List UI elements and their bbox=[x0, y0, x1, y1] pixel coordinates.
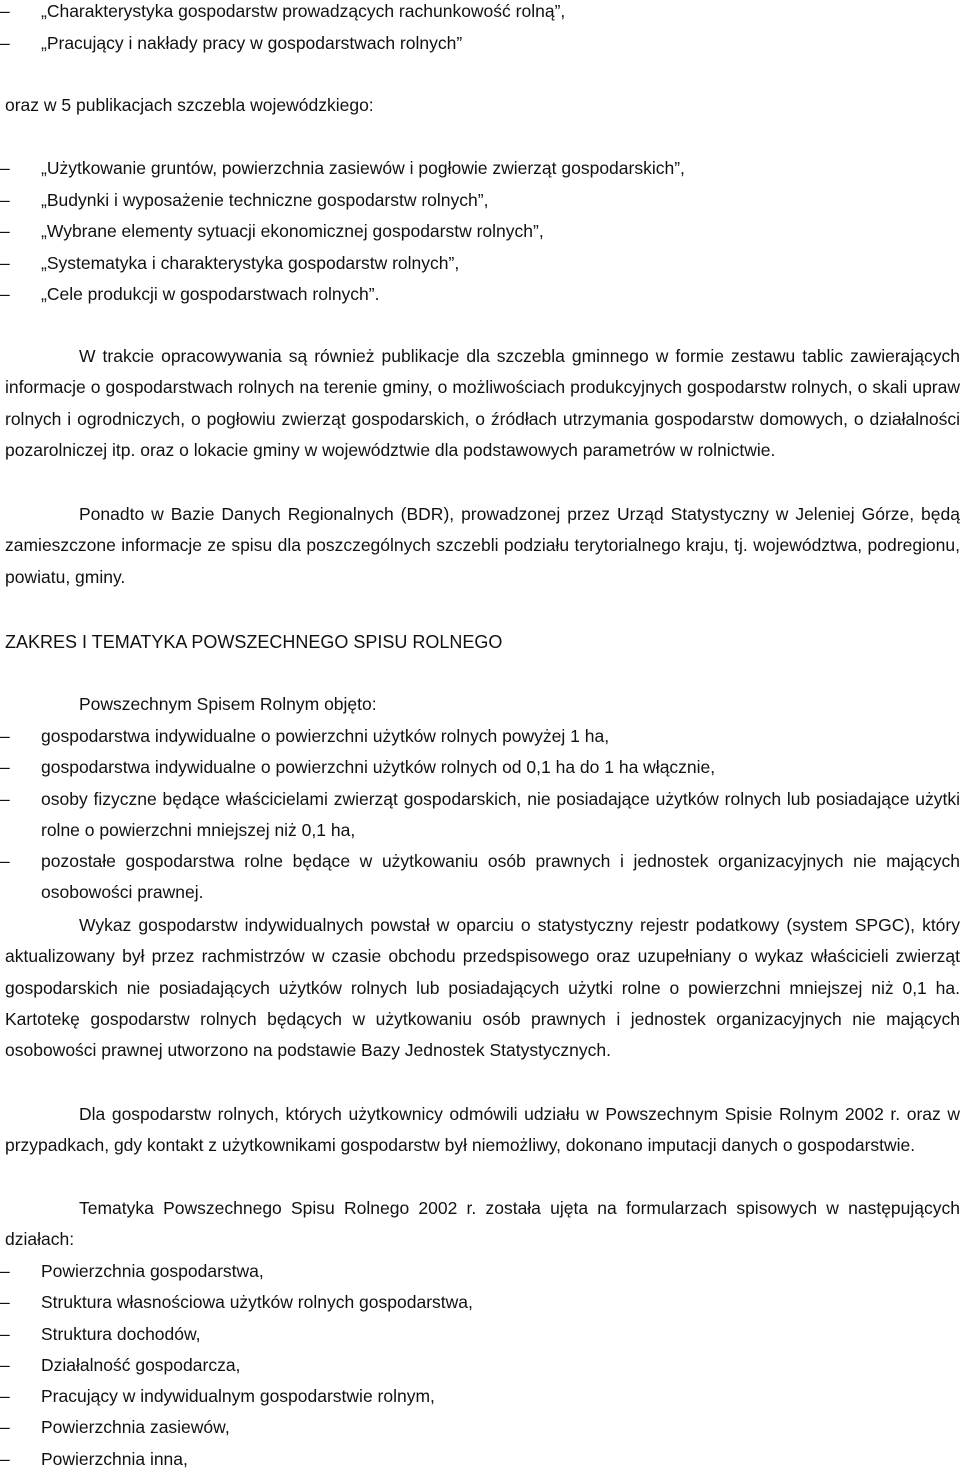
paragraph-bdr: Ponadto w Bazie Danych Regionalnych (BDR), prowadzonej przez Urząd Statystyczny w Jeleniej Górze, będą zamieszczone informacje ze spisu dla poszczególnych szczebli podziału terytorialnego kraju, tj. województwa, podregionu, powiatu, gminy. bbox=[5, 504, 960, 587]
dash-bullet: – bbox=[0, 190, 10, 210]
list-item bbox=[0, 279, 960, 310]
list-item bbox=[0, 153, 960, 184]
dash-bullet: – bbox=[0, 33, 10, 53]
dash-bullet: – bbox=[0, 1261, 10, 1281]
dash-bullet: – bbox=[0, 1, 10, 21]
list-item bbox=[0, 752, 960, 783]
dash-bullet: – bbox=[0, 726, 10, 746]
dash-bullet: – bbox=[0, 851, 10, 872]
list-item-text: gospodarstwa indywidualne o powierzchni użytków rolnych powyżej 1 ha, bbox=[41, 726, 610, 746]
list-item bbox=[0, 784, 960, 847]
dash-bullet: – bbox=[0, 757, 10, 778]
list-item-text: Struktura własnościowa użytków rolnych gospodarstwa, bbox=[41, 1292, 473, 1313]
list-item bbox=[0, 28, 960, 59]
list-item-text: Struktura dochodów, bbox=[41, 1323, 201, 1344]
dash-bullet: – bbox=[0, 253, 10, 273]
dash-bullet: – bbox=[0, 1292, 10, 1313]
list-item-text: Powierzchnia gospodarstwa, bbox=[41, 1261, 264, 1281]
section-heading: ZAKRES I TEMATYKA POWSZECHNEGO SPISU ROLNEGO bbox=[5, 632, 503, 652]
list-item bbox=[0, 248, 960, 279]
list-item-text: „Systematyka i charakterystyka gospodarstw rolnych”, bbox=[41, 253, 460, 273]
list-item-text: „Charakterystyka gospodarstw prowadzących rachunkowość rolną”, bbox=[41, 1, 566, 21]
list-item-text: Pracujący w indywidualnym gospodarstwie rolnym, bbox=[41, 1386, 435, 1407]
list-item bbox=[0, 846, 960, 909]
dash-bullet: – bbox=[0, 1354, 10, 1375]
list-item bbox=[0, 1381, 960, 1412]
list-item bbox=[0, 1287, 960, 1318]
list-item-text: „Wybrane elementy sytuacji ekonomicznej gospodarstw rolnych”, bbox=[41, 221, 544, 241]
dash-bullet: – bbox=[0, 1417, 10, 1438]
dash-bullet: – bbox=[0, 221, 10, 241]
scope-intro: Powszechnym Spisem Rolnym objęto: bbox=[79, 694, 377, 714]
list-item-text: „Pracujący i nakłady pracy w gospodarstwach rolnych” bbox=[41, 33, 463, 53]
paragraph-gmina: W trakcie opracowywania są również publikacje dla szczebla gminnego w formie zestawu tablic zawierających informacje o gospodarstwach rolnych na terenie gminy, o możliwościach produkcyjnych gospodarstw rolnych, o skali upraw rolnych i ogrodniczych, o pogłowiu zwierząt gospodarskich, o źródłach utrzymania gospodarstw domowych, o działalności pozarolniczej itp. oraz o lokacie gminy w województwie dla podstawowych parametrów w rolnictwie. bbox=[5, 346, 960, 460]
dash-bullet: – bbox=[0, 1448, 10, 1469]
list-item-text: Działalność gospodarcza, bbox=[41, 1354, 241, 1375]
list-item-text: Powierzchnia inna, bbox=[41, 1448, 188, 1469]
list-item bbox=[0, 1319, 960, 1350]
list-item-text: Powierzchnia zasiewów, bbox=[41, 1417, 230, 1438]
regional-intro: oraz w 5 publikacjach szczebla wojewódzkiego: bbox=[5, 95, 374, 115]
list-item-text: pozostałe gospodarstwa rolne będące w użytkowaniu osób prawnych i jednostek organizacyjnych nie mających osobowości prawnej. bbox=[41, 851, 960, 903]
dash-bullet: – bbox=[0, 1386, 10, 1407]
list-item bbox=[0, 1256, 960, 1287]
list-item bbox=[0, 0, 960, 27]
list-item-text: „Budynki i wyposażenie techniczne gospodarstw rolnych”, bbox=[41, 190, 489, 210]
list-item bbox=[0, 185, 960, 216]
paragraph-wykaz: Wykaz gospodarstw indywidualnych powstał w oparciu o statystyczny rejestr podatkowy (system SPGC), który aktualizowany był przez rachmistrzów w czasie obchodu przedspisowego oraz uzupełniany o wykaz właścicieli zwierząt gospodarskich nie posiadających użytków rolnych lub posiadających użytki rolne o powierzchni mniejszej niż 0,1 ha. Kartotekę gospodarstw rolnych będących w użytkowaniu osób prawnych i jednostek organizacyjnych nie mających osobowości prawnej utworzono na podstawie Bazy Jednostek Statystycznych. bbox=[5, 915, 960, 1061]
list-item bbox=[0, 1444, 960, 1475]
topic-list bbox=[0, 1256, 960, 1475]
list-item bbox=[0, 1412, 960, 1443]
list-item-text: „Użytkowanie gruntów, powierzchnia zasiewów i pogłowie zwierząt gospodarskich”, bbox=[41, 158, 685, 178]
dash-bullet: – bbox=[0, 158, 10, 178]
paragraph-tematyka: Tematyka Powszechnego Spisu Rolnego 2002 r. została ujęta na formularzach spisowych w następujących działach: bbox=[5, 1198, 960, 1250]
list-item bbox=[0, 216, 960, 247]
list-item bbox=[0, 721, 960, 752]
dash-bullet: – bbox=[0, 284, 10, 304]
dash-bullet: – bbox=[0, 788, 10, 809]
paragraph-imputacja: Dla gospodarstw rolnych, których użytkownicy odmówili udziału w Powszechnym Spisie Rolnym 2002 r. oraz w przypadkach, gdy kontakt z użytkownikami gospodarstw był niemożliwy, dokonano imputacji danych o gospodarstwie. bbox=[5, 1104, 960, 1156]
list-item-text: gospodarstwa indywidualne o powierzchni użytków rolnych od 0,1 ha do 1 ha włącznie, bbox=[41, 757, 716, 778]
dash-bullet: – bbox=[0, 1323, 10, 1344]
list-item bbox=[0, 1350, 960, 1381]
list-item-text: osoby fizyczne będące właścicielami zwierząt gospodarskich, nie posiadające użytków rolnych lub posiadające użytki rolne o powierzchni mniejszej niż 0,1 ha, bbox=[41, 788, 960, 840]
scope-list bbox=[0, 721, 960, 909]
list-item-text: „Cele produkcji w gospodarstwach rolnych”. bbox=[41, 284, 380, 304]
